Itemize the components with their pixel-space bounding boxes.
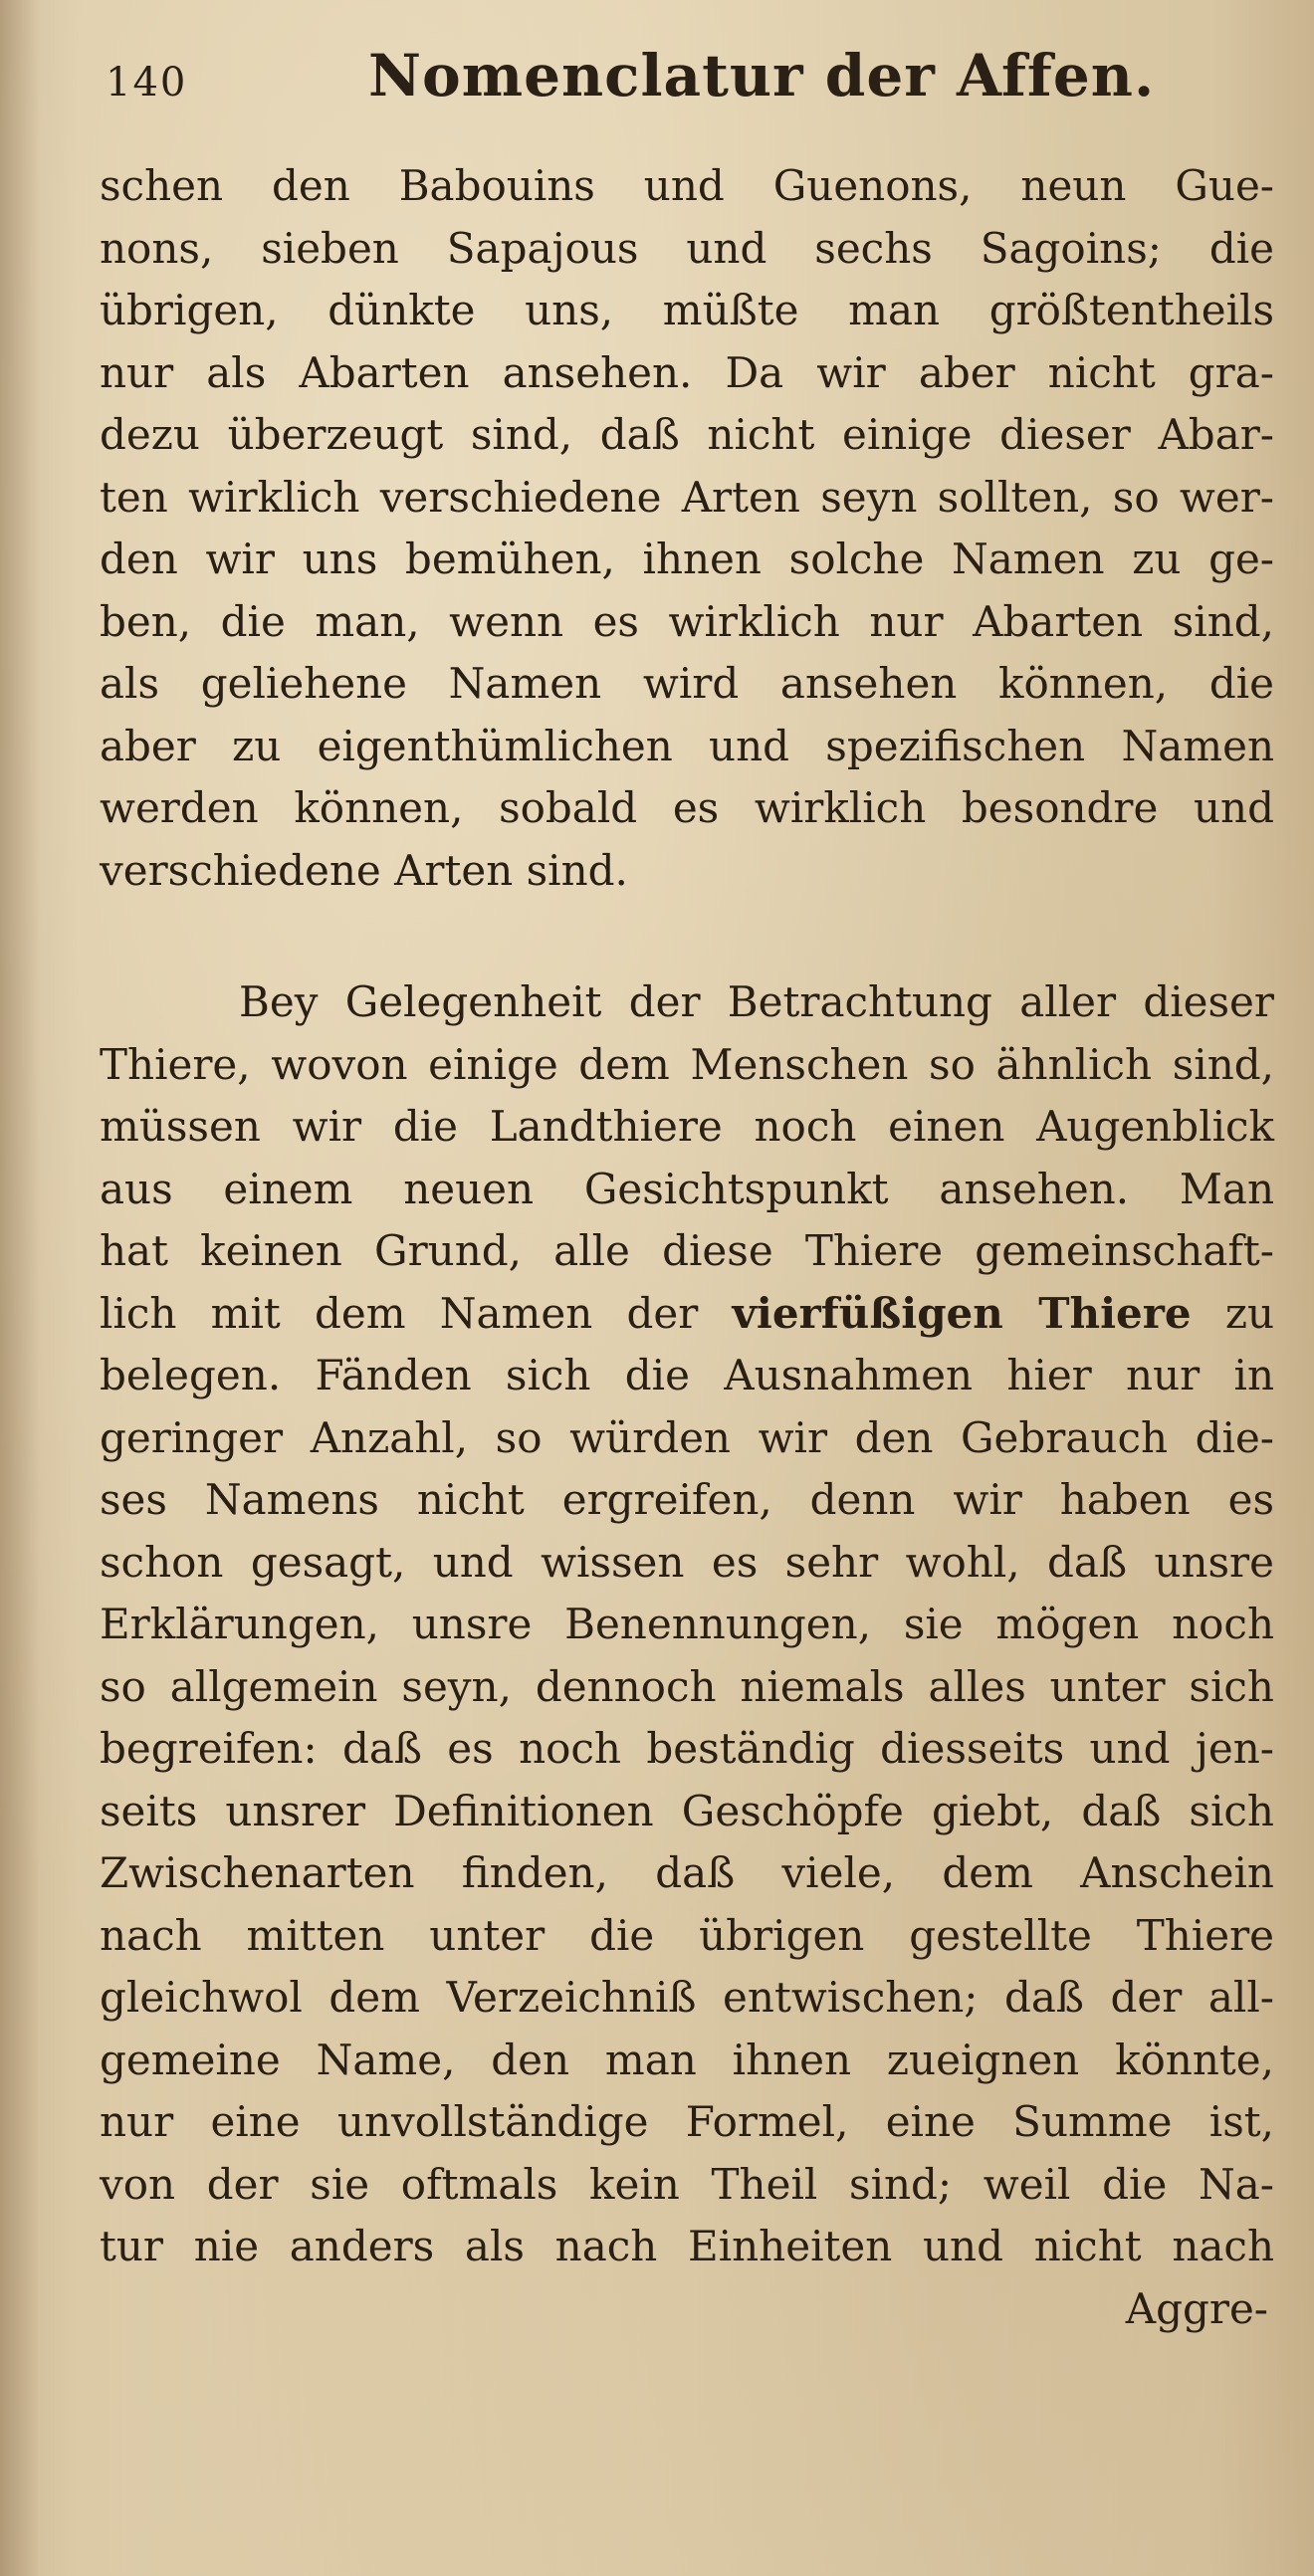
text-line: müssen wir die Landthiere noch einen Augenblick bbox=[100, 1102, 1274, 1151]
text-line: geringer Anzahl, so würden wir den Gebrauch die- bbox=[100, 1412, 1274, 1462]
text-line: nur eine unvollständige Formel, eine Summe ist, bbox=[100, 2097, 1274, 2146]
text-line: übrigen, dünkte uns, müßte man größtentheils bbox=[100, 286, 1274, 334]
page-header bbox=[100, 38, 1274, 117]
text-line: von der sie oftmals kein Theil sind; weil die Na- bbox=[100, 2159, 1274, 2209]
text-line: aus einem neuen Gesichtspunkt ansehen. Man bbox=[100, 1164, 1274, 1213]
text-fragment: zu bbox=[1191, 1288, 1275, 1338]
page-number: 140 bbox=[106, 60, 188, 106]
text-line: Thiere, wovon einige dem Menschen so ähnlich sind, bbox=[100, 1039, 1274, 1089]
text-line: Zwischenarten finden, daß viele, dem Anschein bbox=[100, 1848, 1274, 1897]
text-line: belegen. Fänden sich die Ausnahmen hier nur in bbox=[100, 1351, 1274, 1399]
body-text bbox=[100, 155, 1274, 2340]
text-line-with-emphasis bbox=[100, 1283, 1274, 1346]
text-line: begreifen: daß es noch beständig diesseits und jen- bbox=[100, 1724, 1274, 1773]
paragraph-1 bbox=[100, 155, 1274, 902]
text-line: Erklärungen, unsre Benennungen, sie mögen noch bbox=[100, 1600, 1274, 1648]
text-line: ses Namens nicht ergreifen, denn wir haben es bbox=[100, 1475, 1274, 1524]
paragraph-2 bbox=[100, 971, 1274, 2278]
text-line: werden können, sobald es wirklich besondre und bbox=[100, 783, 1274, 832]
text-line: dezu überzeugt sind, daß nicht einige dieser Abar- bbox=[100, 410, 1274, 459]
text-line: schen den Babouins und Guenons, neun Gue- bbox=[100, 161, 1274, 210]
text-line: hat keinen Grund, alle diese Thiere gemeinschaft- bbox=[100, 1226, 1274, 1275]
text-line: ben, die man, wenn es wirklich nur Abarten sind, bbox=[100, 596, 1274, 646]
text-line: nons, sieben Sapajous und sechs Sagoins; die bbox=[100, 223, 1274, 273]
text-line: gemeine Name, den man ihnen zueignen könnte, bbox=[100, 2035, 1274, 2084]
text-line: aber zu eigenthümlichen und spezifischen Namen bbox=[100, 721, 1274, 770]
text-line: als geliehene Namen wird ansehen können, die bbox=[100, 659, 1274, 708]
catchword: Aggre- bbox=[1125, 2283, 1268, 2333]
text-fragment: lich mit dem Namen der bbox=[100, 1288, 733, 1338]
text-line: nur als Abarten ansehen. Da wir aber nicht gra- bbox=[100, 347, 1274, 397]
running-head: Nomenclatur der Affen. bbox=[368, 42, 1156, 109]
emphasized-term: vierfüßigen Thiere bbox=[732, 1288, 1192, 1338]
paragraph-gap bbox=[100, 902, 1274, 971]
page-edge-shadow bbox=[0, 0, 40, 2576]
text-line: so allgemein seyn, dennoch niemals alles unter sich bbox=[100, 1661, 1274, 1711]
text-line: seits unsrer Definitionen Geschöpfe giebt, daß sich bbox=[100, 1786, 1274, 1835]
text-line: gleichwol dem Verzeichniß entwischen; daß der all- bbox=[100, 1973, 1274, 2022]
text-line: schon gesagt, und wissen es sehr wohl, daß unsre bbox=[100, 1537, 1274, 1587]
text-line: Bey Gelegenheit der Betrachtung aller dieser bbox=[239, 977, 1274, 1026]
text-line: ten wirklich verschiedene Arten seyn sollten, so wer- bbox=[100, 472, 1274, 522]
text-line: nach mitten unter die übrigen gestellte Thiere bbox=[100, 1910, 1274, 1960]
text-line: verschiedene Arten sind. bbox=[100, 845, 628, 895]
text-line: den wir uns bemühen, ihnen solche Namen zu ge- bbox=[100, 535, 1274, 583]
text-line: tur nie anders als nach Einheiten und nicht nach bbox=[100, 2222, 1274, 2270]
